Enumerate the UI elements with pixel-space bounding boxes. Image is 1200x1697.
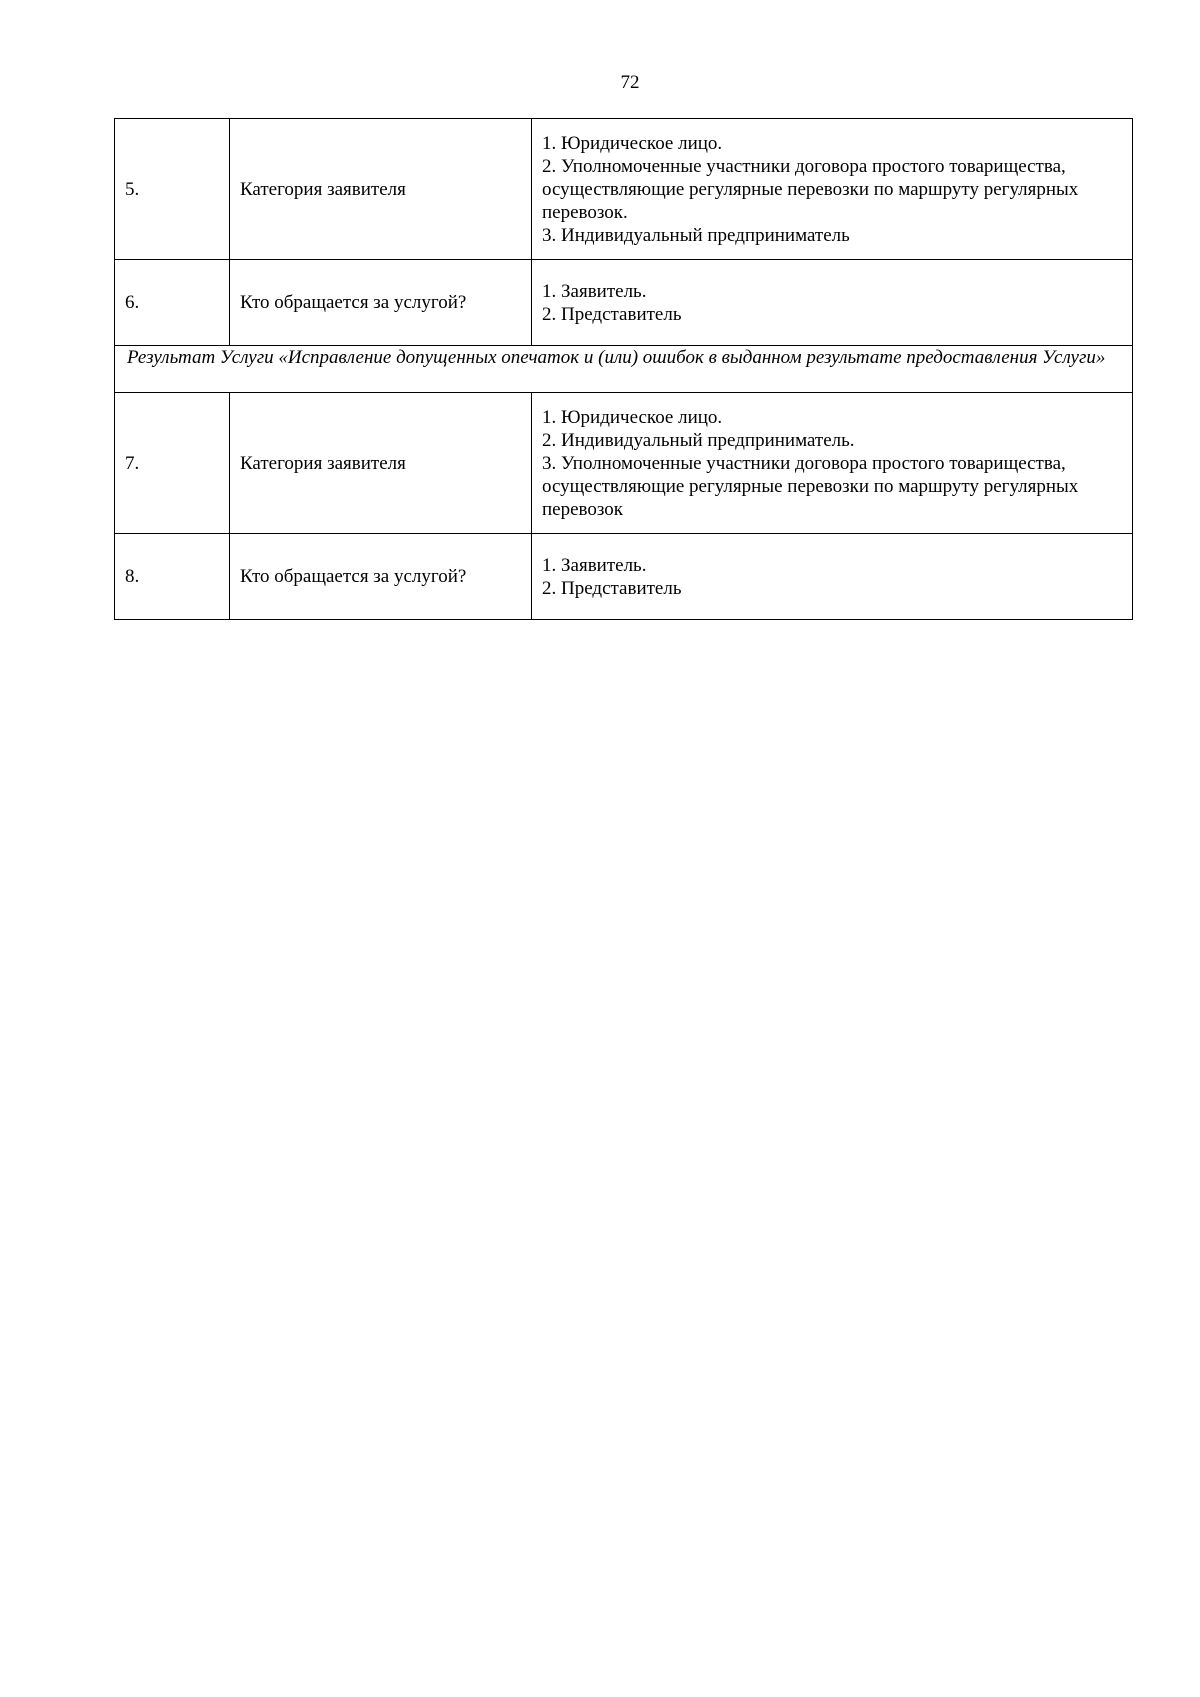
value-line: 1. Заявитель. bbox=[542, 280, 647, 302]
result-section-header bbox=[115, 346, 1133, 393]
value-line: осуществляющие регулярные перевозки по маршруту регулярных bbox=[542, 178, 1079, 200]
row-number: 8. bbox=[115, 534, 230, 620]
row-value bbox=[532, 534, 1133, 620]
value-line: осуществляющие регулярные перевозки по маршруту регулярных bbox=[542, 475, 1079, 497]
value-line: 2. Индивидуальный предприниматель. bbox=[542, 429, 855, 451]
result-section-text: Результат Услуги «Исправление допущенных опечаток и (или) ошибок в выданном результате предоставления Услуги» bbox=[115, 346, 1133, 393]
row-value bbox=[532, 260, 1133, 346]
row-number: 6. bbox=[115, 260, 230, 346]
row-value bbox=[532, 119, 1133, 260]
row-number: 5. bbox=[115, 119, 230, 260]
table-row bbox=[115, 534, 1133, 620]
value-line: 1. Заявитель. bbox=[542, 554, 647, 576]
row-label: Категория заявителя bbox=[230, 393, 532, 534]
table-row bbox=[115, 393, 1133, 534]
value-line: 2. Представитель bbox=[542, 577, 682, 599]
value-line: перевозок bbox=[542, 498, 624, 520]
value-line: 2. Представитель bbox=[542, 303, 682, 325]
row-number: 7. bbox=[115, 393, 230, 534]
value-line: 1. Юридическое лицо. bbox=[542, 132, 723, 154]
value-line: 2. Уполномоченные участники договора простого товарищества, bbox=[542, 155, 1066, 177]
row-label: Категория заявителя bbox=[230, 119, 532, 260]
row-label: Кто обращается за услугой? bbox=[230, 260, 532, 346]
page-number: 72 bbox=[620, 72, 640, 93]
service-info-table bbox=[114, 118, 1133, 620]
value-line: 1. Юридическое лицо. bbox=[542, 406, 723, 428]
value-line: 3. Уполномоченные участники договора простого товарищества, bbox=[542, 452, 1066, 474]
table-row bbox=[115, 119, 1133, 260]
value-line: перевозок. bbox=[542, 201, 628, 223]
row-label: Кто обращается за услугой? bbox=[230, 534, 532, 620]
value-line: 3. Индивидуальный предприниматель bbox=[542, 224, 850, 246]
table-row bbox=[115, 260, 1133, 346]
row-value bbox=[532, 393, 1133, 534]
